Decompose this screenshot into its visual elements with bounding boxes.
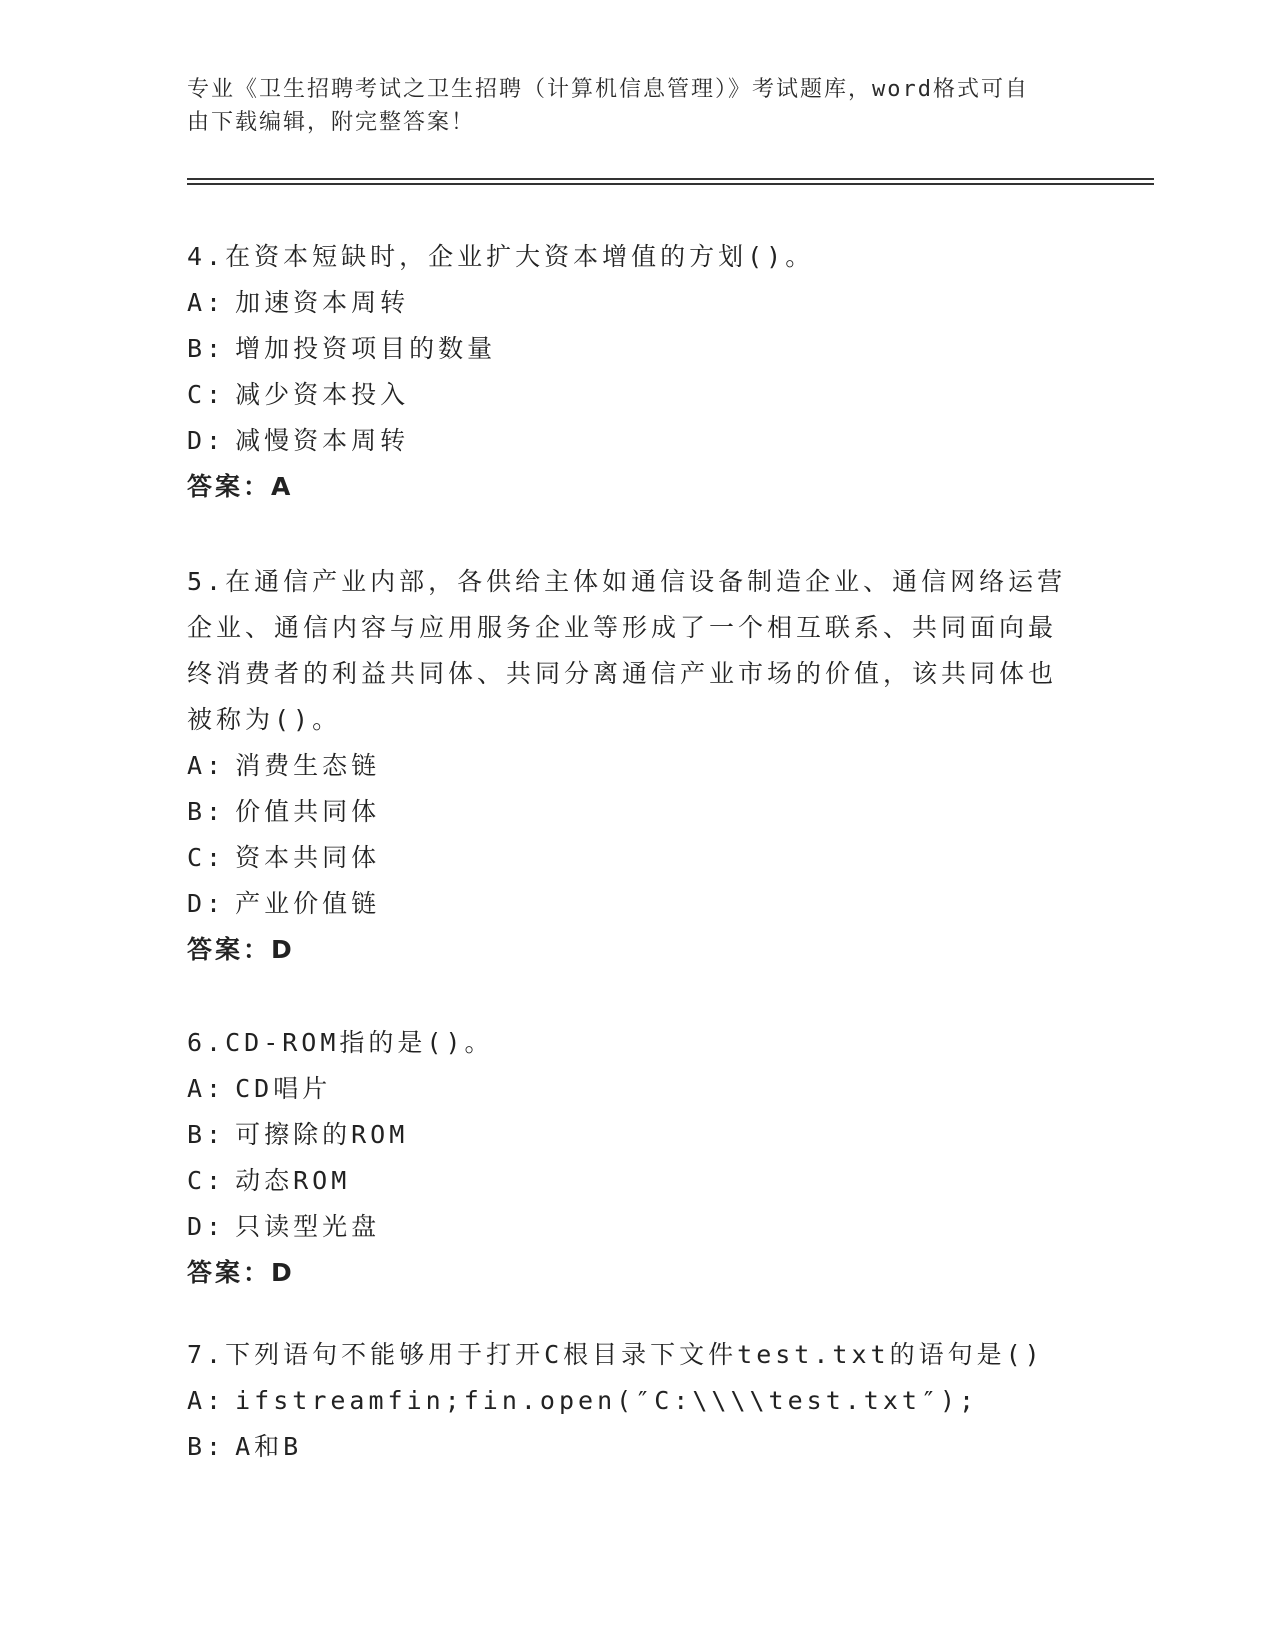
option-letter: A: <box>187 288 226 317</box>
option-text: 只读型光盘 <box>235 1212 381 1241</box>
option-text: 加速资本周转 <box>235 288 410 317</box>
option-letter: B: <box>187 1432 226 1461</box>
option-b <box>187 1112 1067 1158</box>
answer-line: 答案：D <box>187 935 295 964</box>
option-d <box>187 1204 1067 1250</box>
option-text: A和B <box>235 1432 303 1461</box>
question-stem: 7.下列语句不能够用于打开C根目录下文件test.txt的语句是() <box>187 1340 1044 1369</box>
option-letter: A: <box>187 1386 226 1415</box>
option-c <box>187 1158 1067 1204</box>
option-letter: D: <box>187 426 226 455</box>
option-letter: A: <box>187 751 226 780</box>
document-header <box>187 73 1067 139</box>
option-letter: C: <box>187 380 226 409</box>
option-text: 资本共同体 <box>235 843 381 872</box>
option-text: 价值共同体 <box>235 797 381 826</box>
header-line-1: 专业《卫生招聘考试之卫生招聘（计算机信息管理）》考试题库，word格式可自 <box>187 77 1029 102</box>
option-letter: B: <box>187 797 226 826</box>
option-letter: D: <box>187 889 226 918</box>
question-7 <box>187 1332 1067 1470</box>
question-stem-line: 企业、通信内容与应用服务企业等形成了一个相互联系、共同面向最 <box>187 613 1058 642</box>
option-letter: B: <box>187 1120 226 1149</box>
option-letter: D: <box>187 1212 226 1241</box>
question-4 <box>187 234 1067 510</box>
option-text: ifstreamfin;fin.open(″C:\\\\test.txt″); <box>235 1386 979 1415</box>
question-6 <box>187 1020 1067 1296</box>
question-stem-line: 终消费者的利益共同体、共同分离通信产业市场的价值，该共同体也 <box>187 659 1058 688</box>
option-text: 消费生态链 <box>235 751 381 780</box>
question-5 <box>187 559 1067 973</box>
option-c <box>187 835 1067 881</box>
option-a <box>187 280 1067 326</box>
header-divider-bottom <box>187 183 1154 185</box>
option-text: 动态ROM <box>235 1166 351 1195</box>
option-letter: C: <box>187 1166 226 1195</box>
option-d <box>187 881 1067 927</box>
option-c <box>187 372 1067 418</box>
header-divider-top <box>187 178 1154 180</box>
option-d <box>187 418 1067 464</box>
option-b <box>187 789 1067 835</box>
option-text: 增加投资项目的数量 <box>235 334 497 363</box>
question-stem: 6.CD-ROM指的是()。 <box>187 1028 494 1057</box>
option-text: CD唱片 <box>235 1074 332 1103</box>
option-a <box>187 1066 1067 1112</box>
option-a <box>187 1378 1067 1424</box>
option-text: 可擦除的ROM <box>235 1120 409 1149</box>
question-stem-line: 被称为()。 <box>187 705 342 734</box>
question-stem-line: 5.在通信产业内部，各供给主体如通信设备制造企业、通信网络运营 <box>187 567 1067 596</box>
answer-line: 答案：A <box>187 472 294 501</box>
option-b <box>187 1424 1067 1470</box>
answer-line: 答案：D <box>187 1258 295 1287</box>
header-line-2: 由下载编辑，附完整答案！ <box>187 110 476 135</box>
option-letter: C: <box>187 843 226 872</box>
option-text: 减少资本投入 <box>235 380 410 409</box>
option-text: 产业价值链 <box>235 889 381 918</box>
option-letter: A: <box>187 1074 226 1103</box>
option-letter: B: <box>187 334 226 363</box>
question-stem: 4.在资本短缺时，企业扩大资本增值的方划()。 <box>187 242 815 271</box>
option-a <box>187 743 1067 789</box>
option-text: 减慢资本周转 <box>235 426 410 455</box>
option-b <box>187 326 1067 372</box>
